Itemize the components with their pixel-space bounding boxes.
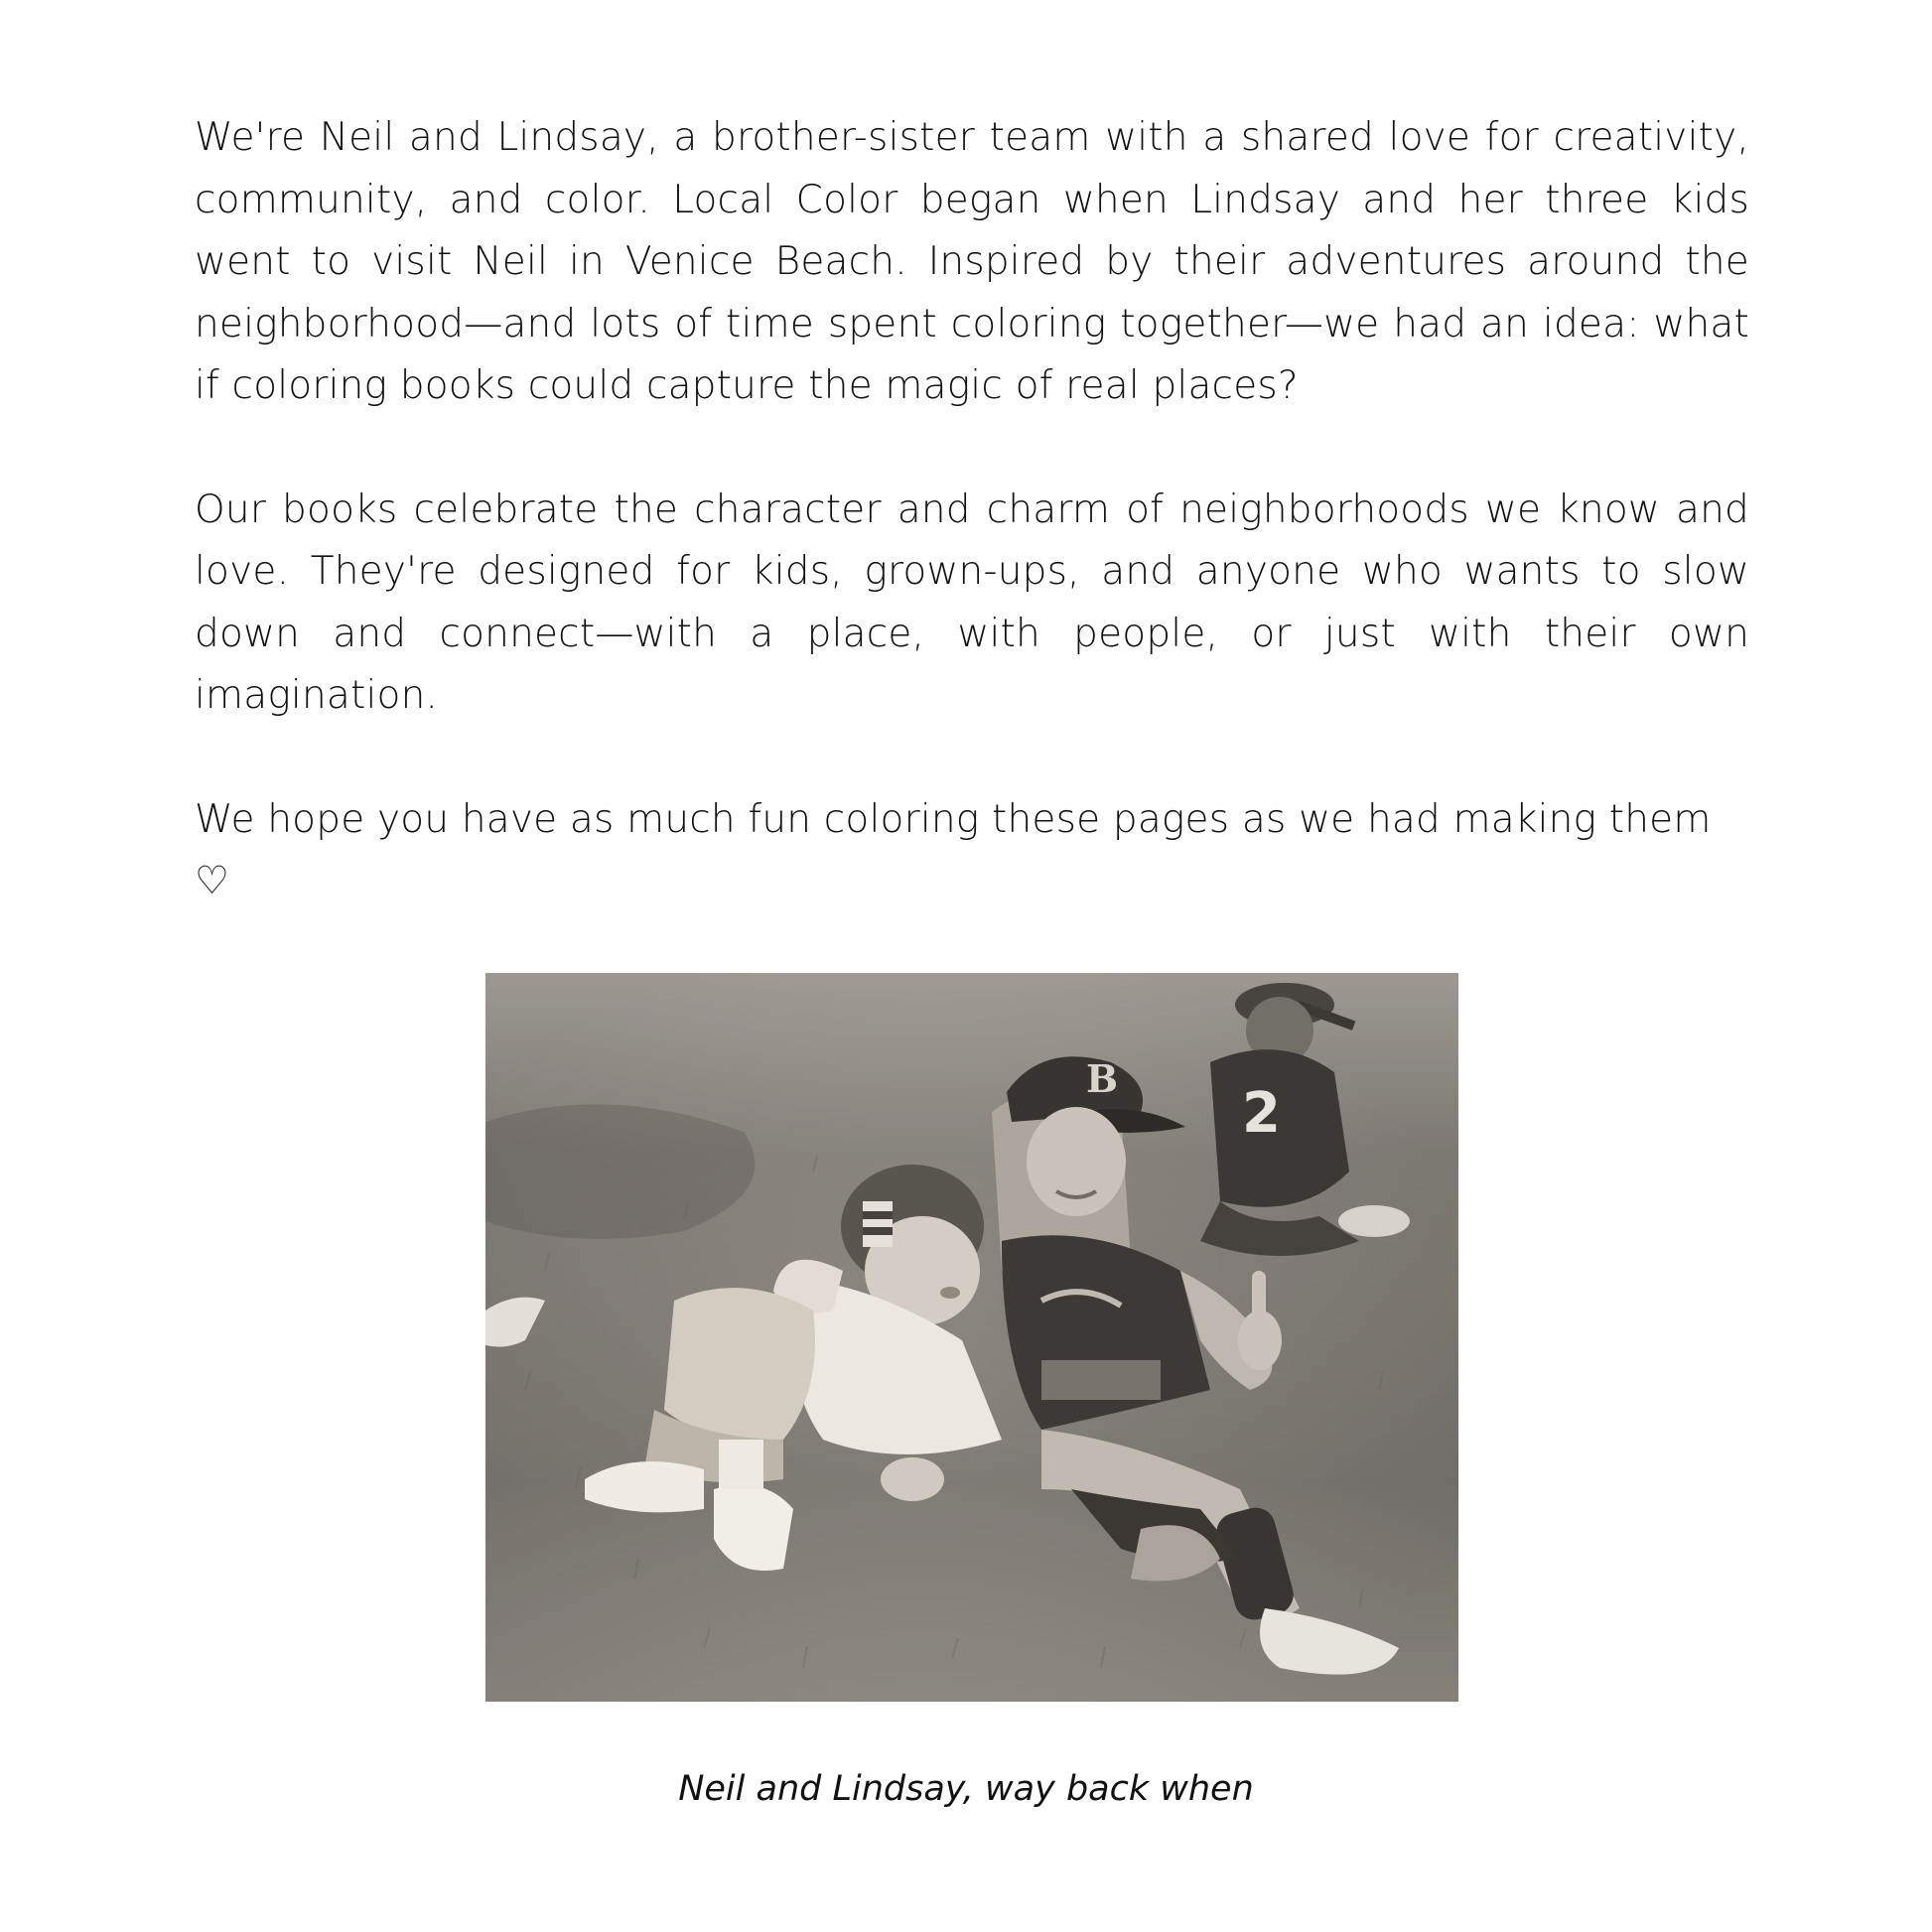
intro-text: [195, 107, 1749, 913]
intro-paragraph-3: We hope you have as much fun coloring these pages as we had making them ♡: [195, 796, 1712, 903]
jersey-number: 2: [1242, 1081, 1281, 1146]
childhood-photo: [485, 973, 1458, 1702]
intro-paragraph-1: We're Neil and Lindsay, a brother-sister team with a shared love for creativity, community, and color. Local Color began when Lindsay and her three kids went to visit Neil in Venice Beach. Inspired by their adventures around the neighborhood—and lots of time spent coloring together—we had an idea: what if coloring books could capture the magic of real places?: [195, 115, 1749, 408]
photo-caption: Neil and Lindsay, way back when: [678, 1769, 1254, 1809]
intro-paragraph-2: Our books celebrate the character and charm of neighborhoods we know and love. They're designed for kids, grown-ups, and anyone who wants to slow down and connect—with a place, with people, or just with their own imagination.: [195, 486, 1749, 718]
cap-lettering: B: [1086, 1056, 1119, 1101]
